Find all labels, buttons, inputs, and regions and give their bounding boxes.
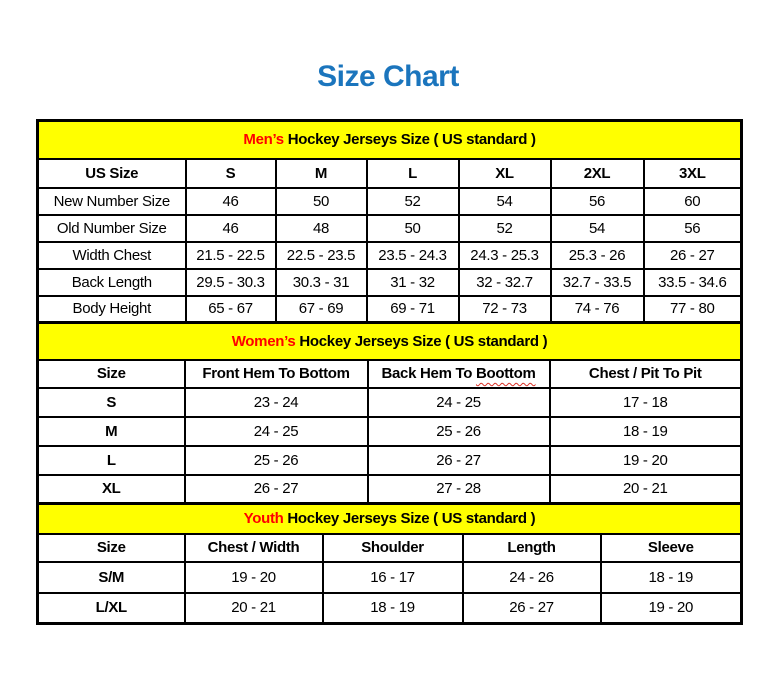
women-value-cell: 20 - 21 [550,475,742,504]
men-value-cell: 32 - 32.7 [459,269,551,296]
youth-value-cell: 18 - 19 [601,562,742,593]
men-value-cell: 46 [186,215,276,242]
men-table-row [38,215,742,242]
women-value-cell: 18 - 19 [550,417,742,446]
youth-row-label: L/XL [38,593,185,624]
men-value-cell: 50 [276,188,367,215]
youth-value-cell: 18 - 19 [323,593,463,624]
men-value-cell: 26 - 27 [644,242,742,269]
youth-banner-accent: Youth [243,510,284,528]
men-section-banner [38,121,742,159]
women-col-header-2: Back Hem To Boottom [368,360,550,388]
men-value-cell: 21.5 - 22.5 [186,242,276,269]
youth-value-cell: 26 - 27 [463,593,601,624]
youth-col-header-0: Size [38,534,185,562]
size-chart-document [0,60,776,625]
men-row-label: Body Height [38,296,186,323]
women-row-label: M [38,417,185,446]
men-value-cell: 77 - 80 [644,296,742,323]
youth-row-label: S/M [38,562,185,593]
men-value-cell: 52 [367,188,459,215]
men-value-cell: 30.3 - 31 [276,269,367,296]
men-value-cell: 65 - 67 [186,296,276,323]
youth-table-row [38,562,742,593]
men-value-cell: 23.5 - 24.3 [367,242,459,269]
men-col-header-0: US Size [38,159,186,188]
men-table-row [38,296,742,323]
men-value-cell: 33.5 - 34.6 [644,269,742,296]
misspelled-word: Boottom [475,365,536,382]
women-value-cell: 27 - 28 [368,475,550,504]
men-col-header-3: L [367,159,459,188]
men-row-label: New Number Size [38,188,186,215]
men-value-cell: 56 [551,188,644,215]
women-value-cell: 26 - 27 [185,475,368,504]
women-value-cell: 24 - 25 [368,388,550,417]
youth-section-banner [38,504,742,534]
women-value-cell: 25 - 26 [185,446,368,475]
men-row-label: Old Number Size [38,215,186,242]
youth-col-header-3: Length [463,534,601,562]
women-banner-accent: Women’s [231,332,296,350]
women-table-row [38,417,742,446]
women-col-header-3: Chest / Pit To Pit [550,360,742,388]
men-value-cell: 60 [644,188,742,215]
men-col-header-5: 2XL [551,159,644,188]
page-title: Size Chart [317,60,459,93]
women-size-table [36,321,743,505]
women-section-banner [38,323,742,360]
women-value-cell: 25 - 26 [368,417,550,446]
youth-value-cell: 16 - 17 [323,562,463,593]
men-value-cell: 67 - 69 [276,296,367,323]
youth-col-header-4: Sleeve [601,534,742,562]
men-col-header-2: M [276,159,367,188]
men-value-cell: 25.3 - 26 [551,242,644,269]
women-header-row [38,360,742,388]
youth-col-header-1: Chest / Width [185,534,323,562]
women-table-row [38,475,742,504]
men-value-cell: 52 [459,215,551,242]
men-value-cell: 69 - 71 [367,296,459,323]
women-banner-text: Hockey Jerseys Size ( US standard ) [295,332,548,350]
men-value-cell: 50 [367,215,459,242]
women-col-header-1: Front Hem To Bottom [185,360,368,388]
women-table-row [38,388,742,417]
men-table-row [38,269,742,296]
youth-table-row [38,593,742,624]
men-value-cell: 54 [459,188,551,215]
men-value-cell: 46 [186,188,276,215]
men-table-row [38,242,742,269]
men-value-cell: 54 [551,215,644,242]
men-value-cell: 31 - 32 [367,269,459,296]
women-value-cell: 17 - 18 [550,388,742,417]
size-chart-tables [36,119,740,625]
men-row-label: Back Length [38,269,186,296]
women-col-header-0: Size [38,360,185,388]
men-value-cell: 48 [276,215,367,242]
men-row-label: Width Chest [38,242,186,269]
men-value-cell: 56 [644,215,742,242]
men-table-row [38,188,742,215]
youth-value-cell: 19 - 20 [601,593,742,624]
men-value-cell: 74 - 76 [551,296,644,323]
women-value-cell: 23 - 24 [185,388,368,417]
women-table-row [38,446,742,475]
women-value-cell: 26 - 27 [368,446,550,475]
women-row-label: XL [38,475,185,504]
women-value-cell: 19 - 20 [550,446,742,475]
men-value-cell: 22.5 - 23.5 [276,242,367,269]
youth-col-header-2: Shoulder [323,534,463,562]
men-value-cell: 29.5 - 30.3 [186,269,276,296]
men-col-header-6: 3XL [644,159,742,188]
men-size-table [36,119,743,324]
youth-banner-text: Hockey Jerseys Size ( US standard ) [283,510,536,528]
youth-value-cell: 24 - 26 [463,562,601,593]
men-value-cell: 24.3 - 25.3 [459,242,551,269]
women-row-label: S [38,388,185,417]
youth-value-cell: 20 - 21 [185,593,323,624]
men-value-cell: 32.7 - 33.5 [551,269,644,296]
men-value-cell: 72 - 73 [459,296,551,323]
youth-size-table [36,502,743,625]
youth-header-row [38,534,742,562]
men-col-header-4: XL [459,159,551,188]
women-value-cell: 24 - 25 [185,417,368,446]
men-col-header-1: S [186,159,276,188]
men-banner-text: Hockey Jerseys Size ( US standard ) [283,131,536,149]
women-row-label: L [38,446,185,475]
youth-value-cell: 19 - 20 [185,562,323,593]
men-header-row [38,159,742,188]
men-banner-accent: Men’s [243,131,284,149]
